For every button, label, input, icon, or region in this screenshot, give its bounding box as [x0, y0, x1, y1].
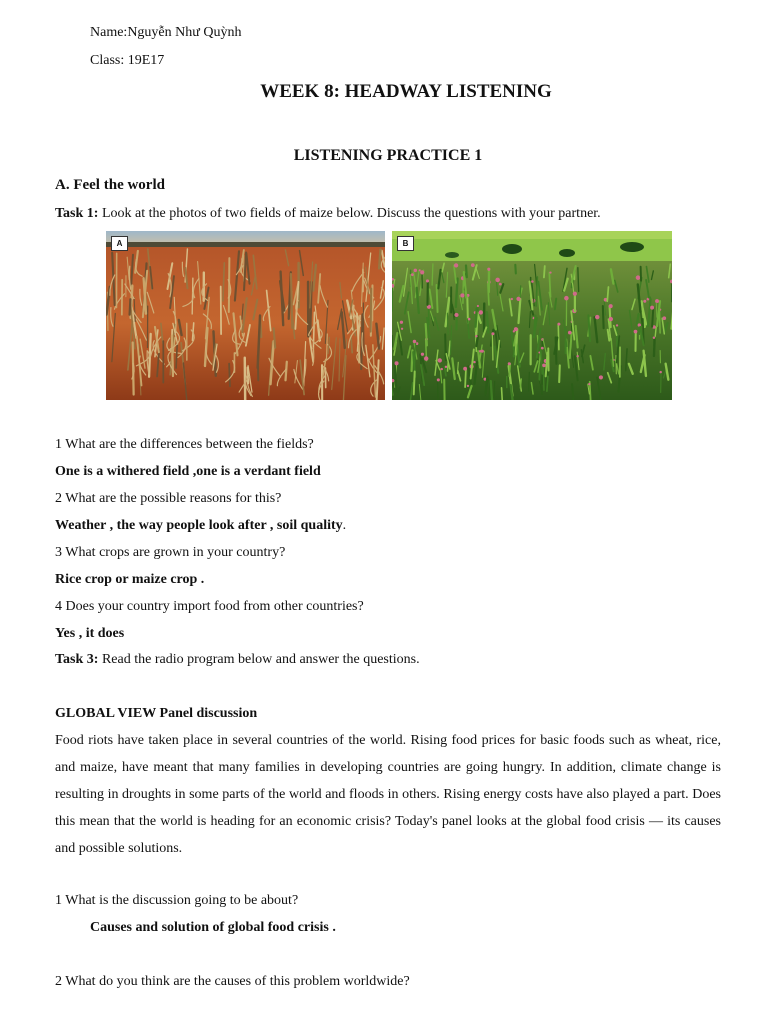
answer-2-period: .: [342, 518, 347, 533]
answer-4: Yes , it does: [55, 626, 125, 641]
question-2: 2 What are the possible reasons for this?: [55, 491, 282, 506]
photo-withered-maize-field: [106, 231, 385, 400]
discussion-answer-1: Causes and solution of global food crisis .: [90, 920, 336, 935]
panel-paragraph: Food riots have taken place in several countries of the world. Rising food prices for basic foods such as wheat, rice, and maize, have meant that many families in developing countries are going hungry. In addition, climate change is resulting in droughts in some parts of the world and floods in others. Rising energy costs have also played a part. Does this mean that the world is heading for an economic crisis? Today's panel looks at the global food crisis — its causes and possible solutions.: [55, 733, 721, 856]
answer-1: One is a withered field ,one is a verdant field: [55, 464, 321, 479]
student-name: Name:Nguyễn Như Quỳnh: [90, 25, 242, 40]
task1-instruction: [55, 205, 601, 223]
task1-label: Task 1:: [55, 206, 99, 221]
task3-text: Read the radio program below and answer the questions.: [98, 652, 420, 667]
question-4: 4 Does your country import food from other countries?: [55, 599, 364, 614]
photo-verdant-maize-field: [392, 231, 672, 400]
section-heading-feel-the-world: A. Feel the world: [55, 177, 165, 193]
answer-3: Rice crop or maize crop .: [55, 572, 205, 587]
page-subtitle: LISTENING PRACTICE 1: [293, 147, 483, 164]
photo-tag-b: B: [397, 236, 414, 251]
question-3: 3 What crops are grown in your country?: [55, 545, 286, 560]
photo-tag-a: A: [111, 236, 128, 251]
task3-instruction: [55, 651, 420, 669]
student-class: Class: 19E17: [90, 53, 165, 68]
question-1: 1 What are the differences between the fields?: [55, 437, 314, 452]
task1-text: Look at the photos of two fields of maize below. Discuss the questions with your partner.: [98, 206, 601, 221]
answer-2: [55, 517, 346, 535]
discussion-question-2: 2 What do you think are the causes of this problem worldwide?: [55, 974, 410, 989]
answer-2-text: Weather , the way people look after , soil quality: [55, 518, 343, 533]
panel-heading: GLOBAL VIEW Panel discussion: [55, 706, 258, 721]
task3-label: Task 3:: [55, 652, 99, 667]
page-title: WEEK 8: HEADWAY LISTENING: [260, 81, 552, 102]
discussion-question-1: 1 What is the discussion going to be about?: [55, 893, 299, 908]
